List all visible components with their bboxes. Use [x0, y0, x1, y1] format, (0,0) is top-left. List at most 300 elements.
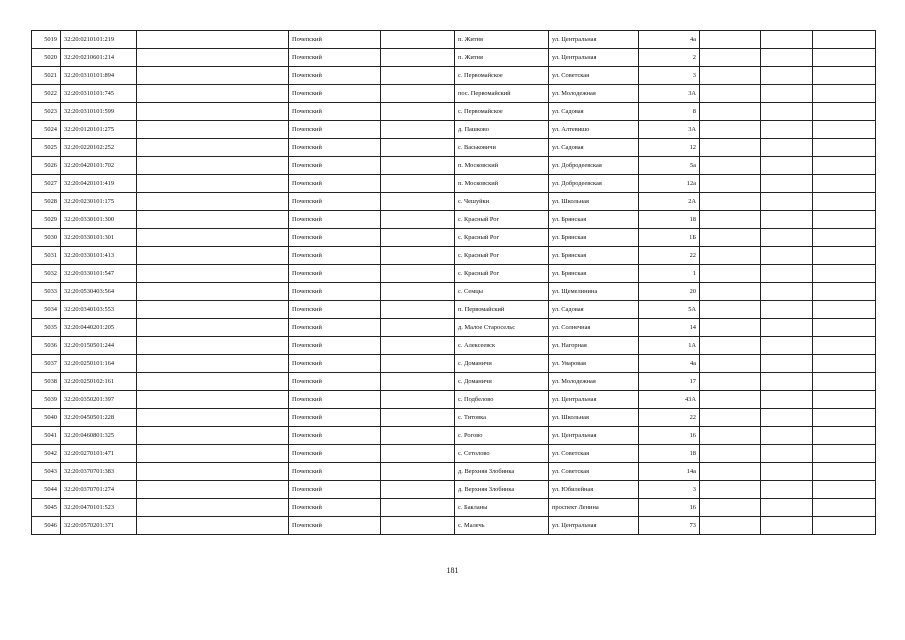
cell-empty: [700, 49, 761, 67]
table-row: [32, 193, 876, 211]
cell-district: Почепский: [289, 175, 381, 193]
cell-house: 1: [639, 265, 700, 283]
cell-empty: [813, 67, 876, 85]
cell-empty: [137, 139, 289, 157]
cell-empty: [761, 103, 813, 121]
cell-empty: [700, 355, 761, 373]
cell-number: 5040: [32, 409, 61, 427]
cell-empty: [137, 391, 289, 409]
cell-settlement: д. Верхняя Злобинка: [455, 463, 549, 481]
cell-empty: [813, 103, 876, 121]
cell-empty: [813, 211, 876, 229]
cell-number: 5025: [32, 139, 61, 157]
cell-empty: [813, 283, 876, 301]
cell-house: 22: [639, 409, 700, 427]
cell-district: Почепский: [289, 85, 381, 103]
cell-district: Почепский: [289, 139, 381, 157]
cell-street: ул. Советская: [549, 445, 639, 463]
cell-district: Почепский: [289, 481, 381, 499]
cell-empty: [813, 445, 876, 463]
cell-number: 5037: [32, 355, 61, 373]
cell-cadastral-number: 32:20:0570201:371: [61, 517, 137, 535]
cell-empty: [700, 85, 761, 103]
cell-district: Почепский: [289, 265, 381, 283]
cell-house: 3А: [639, 121, 700, 139]
cell-empty: [700, 301, 761, 319]
cell-empty: [381, 121, 455, 139]
cell-number: 5030: [32, 229, 61, 247]
cell-settlement: с. Семцы: [455, 283, 549, 301]
cell-street: ул. Центральная: [549, 49, 639, 67]
cell-empty: [700, 247, 761, 265]
cell-empty: [137, 247, 289, 265]
cell-street: ул. Центральная: [549, 517, 639, 535]
cell-street: ул. Школьная: [549, 193, 639, 211]
cell-house: 18: [639, 445, 700, 463]
cell-district: Почепский: [289, 121, 381, 139]
cell-cadastral-number: 32:20:0330101:301: [61, 229, 137, 247]
cell-empty: [137, 337, 289, 355]
cell-street: ул. Садовая: [549, 139, 639, 157]
cell-street: ул. Центральная: [549, 31, 639, 49]
cell-empty: [700, 517, 761, 535]
cell-empty: [700, 481, 761, 499]
cell-house: 8: [639, 103, 700, 121]
cell-empty: [137, 373, 289, 391]
cell-cadastral-number: 32:20:0370701:274: [61, 481, 137, 499]
cell-settlement: с. Подбелово: [455, 391, 549, 409]
cell-empty: [761, 337, 813, 355]
cell-settlement: с. Бакланы: [455, 499, 549, 517]
cell-empty: [700, 157, 761, 175]
cell-house: 16: [639, 499, 700, 517]
table-row: [32, 265, 876, 283]
cell-settlement: с. Чешуйки: [455, 193, 549, 211]
cell-street: ул. Брянская: [549, 211, 639, 229]
table-row: [32, 247, 876, 265]
cell-settlement: д. Малое Старосельс: [455, 319, 549, 337]
cell-settlement: с. Васьковичи: [455, 139, 549, 157]
cell-street: ул. Молодежная: [549, 85, 639, 103]
cell-house: 4а: [639, 31, 700, 49]
cell-empty: [761, 283, 813, 301]
cell-empty: [761, 121, 813, 139]
cell-district: Почепский: [289, 229, 381, 247]
cell-district: Почепский: [289, 373, 381, 391]
cell-cadastral-number: 32:20:0210101:219: [61, 31, 137, 49]
cell-number: 5032: [32, 265, 61, 283]
registry-table: [31, 30, 876, 535]
cell-number: 5033: [32, 283, 61, 301]
cell-empty: [761, 265, 813, 283]
cell-number: 5020: [32, 49, 61, 67]
table-row: [32, 463, 876, 481]
table-row: [32, 499, 876, 517]
cell-empty: [137, 427, 289, 445]
cell-street: ул. Нагорная: [549, 337, 639, 355]
cell-district: Почепский: [289, 67, 381, 85]
cell-number: 5041: [32, 427, 61, 445]
cell-district: Почепский: [289, 499, 381, 517]
cell-cadastral-number: 32:20:0440201:205: [61, 319, 137, 337]
cell-empty: [761, 157, 813, 175]
cell-empty: [813, 337, 876, 355]
table-row: [32, 283, 876, 301]
cell-empty: [381, 193, 455, 211]
cell-empty: [137, 463, 289, 481]
cell-empty: [813, 499, 876, 517]
cell-empty: [700, 391, 761, 409]
cell-cadastral-number: 32:20:0450501:228: [61, 409, 137, 427]
cell-empty: [700, 67, 761, 85]
cell-empty: [381, 373, 455, 391]
cell-cadastral-number: 32:20:0330101:300: [61, 211, 137, 229]
cell-empty: [813, 85, 876, 103]
cell-number: 5019: [32, 31, 61, 49]
cell-settlement: с. Доманичи: [455, 355, 549, 373]
cell-empty: [761, 301, 813, 319]
cell-number: 5043: [32, 463, 61, 481]
cell-number: 5046: [32, 517, 61, 535]
cell-street: ул. Добродеевская: [549, 175, 639, 193]
cell-empty: [381, 265, 455, 283]
table-row: [32, 103, 876, 121]
cell-cadastral-number: 32:20:0460801:325: [61, 427, 137, 445]
cell-empty: [137, 445, 289, 463]
cell-street: ул. Центральная: [549, 427, 639, 445]
cell-cadastral-number: 32:20:0120101:275: [61, 121, 137, 139]
cell-empty: [813, 49, 876, 67]
cell-empty: [813, 157, 876, 175]
cell-cadastral-number: 32:20:0330101:413: [61, 247, 137, 265]
cell-district: Почепский: [289, 31, 381, 49]
cell-empty: [761, 409, 813, 427]
cell-empty: [700, 103, 761, 121]
cell-street: ул. Советская: [549, 67, 639, 85]
cell-settlement: с. Красный Рог: [455, 229, 549, 247]
table-row: [32, 445, 876, 463]
cell-house: 1Б: [639, 229, 700, 247]
cell-empty: [381, 355, 455, 373]
cell-district: Почепский: [289, 211, 381, 229]
cell-house: 12: [639, 139, 700, 157]
cell-street: ул. Молодежная: [549, 373, 639, 391]
cell-empty: [761, 247, 813, 265]
cell-number: 5027: [32, 175, 61, 193]
cell-district: Почепский: [289, 193, 381, 211]
cell-empty: [761, 67, 813, 85]
cell-number: 5031: [32, 247, 61, 265]
cell-settlement: с. Красный Рог: [455, 211, 549, 229]
cell-empty: [137, 283, 289, 301]
cell-number: 5039: [32, 391, 61, 409]
cell-empty: [761, 373, 813, 391]
cell-empty: [381, 49, 455, 67]
cell-settlement: с. Титовка: [455, 409, 549, 427]
cell-empty: [813, 265, 876, 283]
cell-empty: [761, 319, 813, 337]
cell-house: 18: [639, 211, 700, 229]
cell-street: ул. Добродеевская: [549, 157, 639, 175]
cell-empty: [761, 85, 813, 103]
cell-house: 5А: [639, 301, 700, 319]
cell-cadastral-number: 32:20:0340103:553: [61, 301, 137, 319]
cell-district: Почепский: [289, 409, 381, 427]
page-number: 181: [446, 566, 459, 575]
cell-cadastral-number: 32:20:0230101:175: [61, 193, 137, 211]
cell-street: ул. Центральная: [549, 391, 639, 409]
cell-cadastral-number: 32:20:0470101:523: [61, 499, 137, 517]
cell-cadastral-number: 32:20:0530403:564: [61, 283, 137, 301]
cell-house: 2: [639, 49, 700, 67]
cell-district: Почепский: [289, 463, 381, 481]
cell-empty: [137, 409, 289, 427]
cell-empty: [813, 229, 876, 247]
cell-street: ул. Алтевишо: [549, 121, 639, 139]
cell-number: 5034: [32, 301, 61, 319]
cell-district: Почепский: [289, 355, 381, 373]
cell-empty: [381, 283, 455, 301]
cell-empty: [137, 319, 289, 337]
table-row: [32, 121, 876, 139]
cell-house: 3: [639, 481, 700, 499]
cell-cadastral-number: 32:20:0310101:745: [61, 85, 137, 103]
cell-cadastral-number: 32:20:0250102:161: [61, 373, 137, 391]
cell-cadastral-number: 32:20:0420101:702: [61, 157, 137, 175]
cell-empty: [761, 175, 813, 193]
cell-settlement: п. Житня: [455, 31, 549, 49]
cell-empty: [381, 139, 455, 157]
cell-cadastral-number: 32:20:0370701:383: [61, 463, 137, 481]
table-row: [32, 427, 876, 445]
cell-empty: [137, 301, 289, 319]
cell-empty: [137, 499, 289, 517]
cell-empty: [137, 229, 289, 247]
cell-house: 1А: [639, 337, 700, 355]
cell-empty: [381, 427, 455, 445]
cell-empty: [137, 67, 289, 85]
cell-street: ул. Уваровая: [549, 355, 639, 373]
cell-cadastral-number: 32:20:0330101:547: [61, 265, 137, 283]
cell-district: Почепский: [289, 445, 381, 463]
cell-house: 3: [639, 67, 700, 85]
cell-empty: [381, 463, 455, 481]
cell-cadastral-number: 32:20:0150501:244: [61, 337, 137, 355]
cell-empty: [761, 355, 813, 373]
cell-number: 5022: [32, 85, 61, 103]
cell-district: Почепский: [289, 283, 381, 301]
cell-settlement: с. Малечь: [455, 517, 549, 535]
table-row: [32, 301, 876, 319]
cell-empty: [700, 427, 761, 445]
cell-street: ул. Брянская: [549, 247, 639, 265]
cell-house: 12а: [639, 175, 700, 193]
cell-district: Почепский: [289, 301, 381, 319]
cell-empty: [761, 49, 813, 67]
cell-district: Почепский: [289, 427, 381, 445]
cell-empty: [381, 517, 455, 535]
cell-empty: [700, 463, 761, 481]
cell-empty: [700, 211, 761, 229]
cell-empty: [761, 517, 813, 535]
table-row: [32, 409, 876, 427]
cell-district: Почепский: [289, 337, 381, 355]
table-row: [32, 157, 876, 175]
cell-house: 17: [639, 373, 700, 391]
table-row: [32, 337, 876, 355]
table-body: [32, 31, 876, 535]
cell-district: Почепский: [289, 103, 381, 121]
cell-empty: [381, 499, 455, 517]
cell-empty: [381, 445, 455, 463]
cell-empty: [381, 31, 455, 49]
cell-settlement: с. Доманичи: [455, 373, 549, 391]
cell-empty: [761, 463, 813, 481]
cell-empty: [700, 409, 761, 427]
cell-empty: [381, 229, 455, 247]
cell-settlement: пос. Первомайский: [455, 85, 549, 103]
cell-empty: [813, 409, 876, 427]
cell-number: 5036: [32, 337, 61, 355]
cell-empty: [761, 229, 813, 247]
cell-number: 5021: [32, 67, 61, 85]
cell-number: 5035: [32, 319, 61, 337]
cell-empty: [813, 175, 876, 193]
cell-street: ул. Советская: [549, 463, 639, 481]
table-row: [32, 175, 876, 193]
cell-empty: [381, 337, 455, 355]
cell-number: 5044: [32, 481, 61, 499]
cell-cadastral-number: 32:20:0250101:164: [61, 355, 137, 373]
cell-empty: [381, 409, 455, 427]
cell-empty: [813, 31, 876, 49]
cell-empty: [137, 175, 289, 193]
cell-empty: [700, 121, 761, 139]
cell-street: ул. Щемелинина: [549, 283, 639, 301]
cell-house: 16: [639, 427, 700, 445]
cell-empty: [813, 355, 876, 373]
cell-house: 4а: [639, 355, 700, 373]
cell-settlement: д. Верхняя Злобинка: [455, 481, 549, 499]
cell-empty: [761, 427, 813, 445]
table-row: [32, 229, 876, 247]
cell-cadastral-number: 32:20:0420101:419: [61, 175, 137, 193]
cell-street: проспект Ленина: [549, 499, 639, 517]
cell-cadastral-number: 32:20:0210601:214: [61, 49, 137, 67]
cell-settlement: д. Пашково: [455, 121, 549, 139]
cell-empty: [761, 211, 813, 229]
table-row: [32, 67, 876, 85]
cell-district: Почепский: [289, 49, 381, 67]
cell-empty: [381, 67, 455, 85]
cell-empty: [813, 319, 876, 337]
cell-empty: [700, 283, 761, 301]
cell-empty: [700, 139, 761, 157]
table-row: [32, 211, 876, 229]
cell-number: 5023: [32, 103, 61, 121]
cell-empty: [700, 229, 761, 247]
cell-empty: [381, 103, 455, 121]
cell-house: 43А: [639, 391, 700, 409]
cell-empty: [813, 193, 876, 211]
cell-district: Почепский: [289, 157, 381, 175]
cell-empty: [700, 337, 761, 355]
cell-settlement: с. Первомайское: [455, 67, 549, 85]
cell-house: 3А: [639, 85, 700, 103]
table-row: [32, 49, 876, 67]
cell-empty: [761, 391, 813, 409]
cell-house: 20: [639, 283, 700, 301]
cell-number: 5042: [32, 445, 61, 463]
cell-empty: [813, 463, 876, 481]
cell-empty: [381, 211, 455, 229]
cell-house: 2А: [639, 193, 700, 211]
cell-empty: [700, 31, 761, 49]
cell-empty: [813, 427, 876, 445]
cell-district: Почепский: [289, 517, 381, 535]
cell-cadastral-number: 32:20:0310101:894: [61, 67, 137, 85]
cell-house: 14а: [639, 463, 700, 481]
cell-street: ул. Садовая: [549, 301, 639, 319]
cell-empty: [700, 319, 761, 337]
cell-street: ул. Юбилейная: [549, 481, 639, 499]
cell-street: ул. Брянская: [549, 229, 639, 247]
cell-empty: [813, 391, 876, 409]
cell-empty: [761, 499, 813, 517]
cell-empty: [137, 49, 289, 67]
cell-empty: [137, 481, 289, 499]
cell-settlement: п. Московский: [455, 157, 549, 175]
cell-number: 5029: [32, 211, 61, 229]
table-row: [32, 391, 876, 409]
table-row: [32, 517, 876, 535]
cell-empty: [381, 481, 455, 499]
cell-street: ул. Солнечная: [549, 319, 639, 337]
cell-settlement: п. Московский: [455, 175, 549, 193]
table-row: [32, 481, 876, 499]
cell-empty: [137, 85, 289, 103]
cell-empty: [381, 247, 455, 265]
cell-empty: [137, 355, 289, 373]
cell-empty: [700, 445, 761, 463]
cell-empty: [761, 481, 813, 499]
cell-empty: [700, 265, 761, 283]
table-row: [32, 31, 876, 49]
cell-empty: [761, 445, 813, 463]
cell-district: Почепский: [289, 391, 381, 409]
cell-empty: [381, 175, 455, 193]
cell-street: ул. Брянская: [549, 265, 639, 283]
cell-street: ул. Садовая: [549, 103, 639, 121]
cell-empty: [381, 319, 455, 337]
cell-empty: [137, 517, 289, 535]
cell-empty: [813, 121, 876, 139]
cell-empty: [700, 499, 761, 517]
cell-empty: [381, 85, 455, 103]
cell-empty: [813, 373, 876, 391]
cell-empty: [700, 175, 761, 193]
cell-settlement: с. Красный Рог: [455, 265, 549, 283]
cell-empty: [813, 481, 876, 499]
cell-empty: [137, 157, 289, 175]
cell-empty: [137, 103, 289, 121]
cell-cadastral-number: 32:20:0220102:252: [61, 139, 137, 157]
cell-empty: [137, 265, 289, 283]
cell-cadastral-number: 32:20:0310101:599: [61, 103, 137, 121]
cell-empty: [381, 391, 455, 409]
cell-empty: [761, 31, 813, 49]
cell-district: Почепский: [289, 247, 381, 265]
